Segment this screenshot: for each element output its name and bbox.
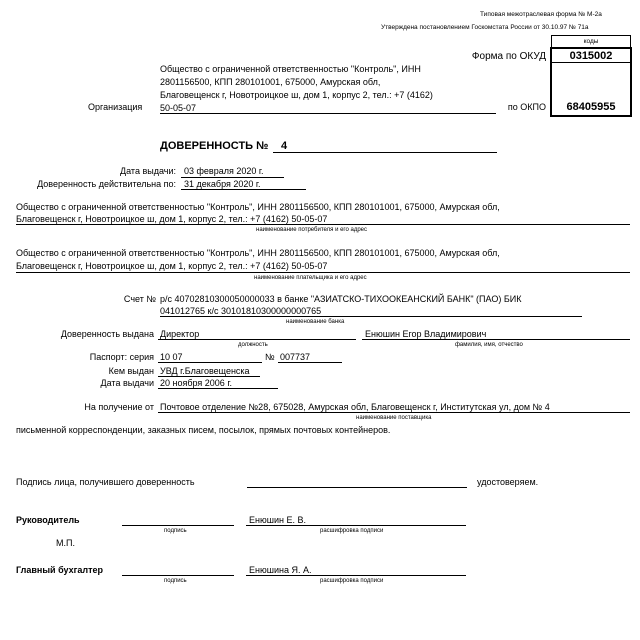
doc-number: 4 [281, 140, 288, 152]
accountant-sign-caption: подпись [164, 578, 187, 584]
passport-series-label: Паспорт: серия [89, 352, 154, 362]
org-label: Организация [88, 102, 143, 112]
position-caption: должность [238, 342, 268, 348]
stamp-label: М.П. [56, 538, 75, 548]
consumer-line-2: Благовещенск г, Новотроицкое ш, дом 1, корпус 2, тел.: +7 (4162) 50-05-07 [16, 214, 328, 224]
passport-issued-by-label: Кем выдан [108, 366, 154, 376]
issued-to-name: Енюшин Егор Владимирович [365, 329, 487, 339]
recipient-signature-line [247, 487, 467, 488]
issue-date-label: Дата выдачи: [120, 166, 176, 176]
head-name: Енюшин Е. В. [249, 515, 306, 525]
account-label: Счет № [123, 294, 156, 304]
accountant-decode-caption: расшифровка подписи [320, 578, 384, 584]
passport-series: 10 07 [160, 352, 183, 362]
payer-underline [16, 272, 630, 273]
accountant-name: Енюшина Я. А. [249, 565, 312, 575]
issue-date-line [181, 177, 284, 178]
passport-issued-by-line [158, 376, 260, 377]
payer-line-1: Общество с ограниченной ответственностью "Контроль", ИНН 2801156500, КПП 280101001, 675000, Амурская обл, [16, 248, 500, 258]
okpo-code: 68405955 [566, 101, 616, 113]
name-caption: фамилия, имя, отчество [455, 342, 523, 348]
head-sign-line [122, 525, 234, 526]
okpo-label: по ОКПО [507, 102, 546, 112]
position-underline [158, 339, 356, 340]
bank-caption: наименование банка [286, 319, 345, 325]
issue-date-value: 03 февраля 2020 г. [184, 166, 264, 176]
passport-number: 007737 [280, 352, 311, 362]
doc-number-line [273, 152, 497, 153]
approval-note: Утверждена постановлением Госкомстата России от 30.10.97 № 71а [381, 24, 589, 31]
receipt-from: Почтовое отделение №28, 675028, Амурская обл, Благовещенск г, Институтская ул, дом № 4 [160, 402, 550, 412]
valid-until-label: Доверенность действительна по: [37, 179, 176, 189]
recipient-signature-label: Подпись лица, получившего доверенность [16, 477, 195, 487]
issued-to-position: Директор [160, 329, 200, 339]
consumer-caption: наименование потребителя и его адрес [256, 227, 367, 233]
supplier-caption: наименование поставщика [356, 415, 432, 421]
account-line-1: р/с 40702810300050000033 в банке "АЗИАТСКО-ТИХООКЕАНСКИЙ БАНК" (ПАО) БИК [160, 294, 522, 304]
payer-caption: наименование плательщика и его адрес [254, 275, 367, 281]
passport-issued-by: УВД г.Благовещенска [160, 366, 250, 376]
passport-issue-date-label: Дата выдачи [100, 378, 154, 388]
passport-number-line [278, 362, 342, 363]
consumer-line-1: Общество с ограниченной ответственностью "Контроль", ИНН 2801156500, КПП 280101001, 675000, Амурская обл, [16, 202, 500, 212]
head-sign-caption: подпись [164, 528, 187, 534]
name-underline [362, 339, 630, 340]
passport-issue-date-line [158, 388, 278, 389]
org-line-1: Общество с ограниченной ответственностью "Контроль", ИНН [160, 64, 421, 74]
codes-divider [552, 62, 630, 63]
form-type-note: Типовая межотраслевая форма № М-2а [480, 11, 602, 18]
consumer-underline [16, 224, 630, 225]
certify-text: удостоверяем. [477, 477, 539, 487]
org-line-3: Благовещенск г, Новотроицкое ш, дом 1, корпус 2, тел.: +7 (4162) [160, 90, 433, 100]
head-name-line [246, 525, 466, 526]
valid-until-value: 31 декабря 2020 г. [184, 179, 261, 189]
accountant-label: Главный бухгалтер [16, 565, 104, 575]
head-decode-caption: расшифровка подписи [320, 528, 384, 534]
org-line-2: 2801156500, КПП 280101001, 675000, Амурская обл, [160, 77, 381, 87]
account-line-2: 041012765 к/с 30101810300000000765 [160, 306, 322, 316]
codes-label: коды [583, 38, 599, 45]
doc-title: ДОВЕРЕННОСТЬ № [160, 140, 269, 152]
issued-to-label: Доверенность выдана [60, 329, 154, 339]
payer-line-2: Благовещенск г, Новотроицкое ш, дом 1, корпус 2, тел.: +7 (4162) 50-05-07 [16, 261, 328, 271]
head-label: Руководитель [16, 515, 80, 525]
passport-issue-date: 20 ноября 2006 г. [160, 378, 232, 388]
receipt-items: письменной корреспонденции, заказных писем, посылок, прямых почтовых контейнеров. [16, 425, 391, 435]
okud-label: Форма по ОКУД [471, 51, 546, 62]
passport-number-label: № [265, 352, 275, 362]
accountant-name-line [246, 575, 466, 576]
valid-until-line [181, 189, 306, 190]
org-underline [160, 113, 496, 114]
accountant-sign-line [122, 575, 234, 576]
receipt-label: На получение от [84, 402, 154, 412]
okud-code: 0315002 [569, 50, 613, 62]
passport-series-line [158, 362, 262, 363]
receipt-underline [158, 412, 630, 413]
org-line-4: 50-05-07 [160, 103, 197, 113]
account-underline [160, 316, 582, 317]
